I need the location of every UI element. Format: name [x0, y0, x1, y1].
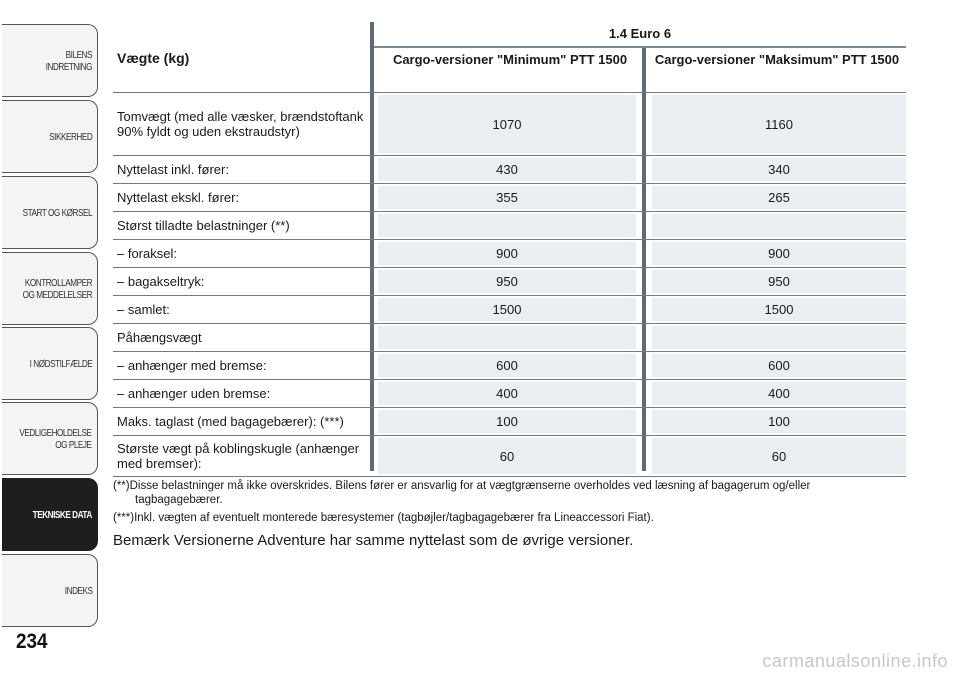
- row-value-minimum: [378, 214, 636, 237]
- row-label: Størst tilladte belastninger (**): [117, 218, 290, 233]
- row-label: Maks. taglast (med bagagebærer): (***): [117, 414, 344, 429]
- table-header: [113, 22, 906, 92]
- table-row: [113, 435, 906, 477]
- table-row: [113, 155, 906, 183]
- side-navigation: [0, 0, 100, 678]
- table-row: [113, 183, 906, 211]
- engine-group-header: 1.4 Euro 6: [608, 26, 672, 41]
- tab-tekniske-data[interactable]: TEKNISKE DATA: [2, 478, 98, 551]
- footnotes: [113, 479, 913, 525]
- row-label: Tomvægt (med alle væsker, brændstoftank 90% fyldt og uden ekstraudstyr): [117, 109, 364, 139]
- row-label: – bagakseltryk:: [117, 274, 205, 289]
- row-value-maksimum: 265: [652, 186, 906, 209]
- row-value-maksimum: 1160: [652, 95, 906, 153]
- weights-table: [113, 22, 906, 477]
- row-label: – anhænger uden bremse:: [117, 386, 271, 401]
- column-header-minimum: Cargo-versioner "Minimum" PTT 1500: [392, 52, 628, 67]
- row-value-maksimum: 600: [652, 354, 906, 377]
- table-row: [113, 211, 906, 239]
- row-value-minimum: 60: [378, 438, 636, 474]
- row-value-minimum: [378, 326, 636, 349]
- row-label: Nyttelast ekskl. fører:: [117, 190, 240, 205]
- row-value-maksimum: 950: [652, 270, 906, 293]
- row-value-minimum: 400: [378, 382, 636, 405]
- table-row: [113, 239, 906, 267]
- tab-kontrollamper[interactable]: KONTROLLAMPER OG MEDDELELSER: [2, 252, 98, 325]
- watermark: carmanualsonline.info: [762, 651, 948, 671]
- row-value-maksimum: [652, 214, 906, 237]
- row-value-maksimum: 340: [652, 158, 906, 181]
- row-value-minimum: 1070: [378, 95, 636, 153]
- footnote-1: (**)Disse belastninger må ikke overskrides. Bilens fører er ansvarlig for at vægtgrænserne overholdes ved læsning af bagagerum og/eller: [113, 480, 811, 492]
- remark-text: Bemærk Versionerne Adventure har samme nyttelast som de øvrige versioner.: [113, 532, 634, 549]
- tab-indeks[interactable]: INDEKS: [2, 554, 98, 627]
- row-value-maksimum: 900: [652, 242, 906, 265]
- tab-i-nodstilfaelde[interactable]: I NØDSTILFÆLDE: [2, 327, 98, 400]
- row-value-minimum: 600: [378, 354, 636, 377]
- row-value-maksimum: [652, 326, 906, 349]
- table-title: Vægte (kg): [117, 50, 190, 66]
- column-header-maksimum: Cargo-versioner "Maksimum" PTT 1500: [654, 52, 900, 67]
- row-value-minimum: 100: [378, 410, 636, 433]
- row-label: Nyttelast inkl. fører:: [117, 162, 229, 177]
- row-value-minimum: 950: [378, 270, 636, 293]
- row-value-minimum: 430: [378, 158, 636, 181]
- row-label: – samlet:: [117, 302, 170, 317]
- footnote-1-continued: tagbagagebærer.: [135, 494, 223, 506]
- table-row: [113, 379, 906, 407]
- table-row: [113, 407, 906, 435]
- row-value-maksimum: 1500: [652, 298, 906, 321]
- page-number: 234: [16, 630, 48, 653]
- row-label: Påhængsvægt: [117, 330, 202, 345]
- row-value-maksimum: 400: [652, 382, 906, 405]
- table-row: [113, 351, 906, 379]
- tab-bilens-indretning[interactable]: BILENS INDRETNING: [2, 24, 98, 97]
- row-label: – anhænger med bremse:: [117, 358, 267, 373]
- table-row: [113, 323, 906, 351]
- row-value-minimum: 355: [378, 186, 636, 209]
- row-label: Største vægt på koblingskugle (anhænger med bremser):: [117, 441, 360, 471]
- row-value-minimum: 900: [378, 242, 636, 265]
- tab-start-og-korsel[interactable]: START OG KØRSEL: [2, 176, 98, 249]
- tab-vedligeholdelse[interactable]: VEDLIGEHOLDELSE OG PLEJE: [2, 402, 98, 475]
- row-value-minimum: 1500: [378, 298, 636, 321]
- row-value-maksimum: 60: [652, 438, 906, 474]
- table-row: [113, 92, 906, 155]
- table-row: [113, 267, 906, 295]
- footnote-2: (***)Inkl. vægten af eventuelt monterede bæresystemer (tagbøjler/tagbagagebærer fra Lineaccessori Fiat).: [113, 512, 654, 524]
- tab-sikkerhed[interactable]: SIKKERHED: [2, 100, 98, 173]
- table-row: [113, 295, 906, 323]
- row-label: – foraksel:: [117, 246, 177, 261]
- header-divider: [374, 46, 906, 48]
- row-value-maksimum: 100: [652, 410, 906, 433]
